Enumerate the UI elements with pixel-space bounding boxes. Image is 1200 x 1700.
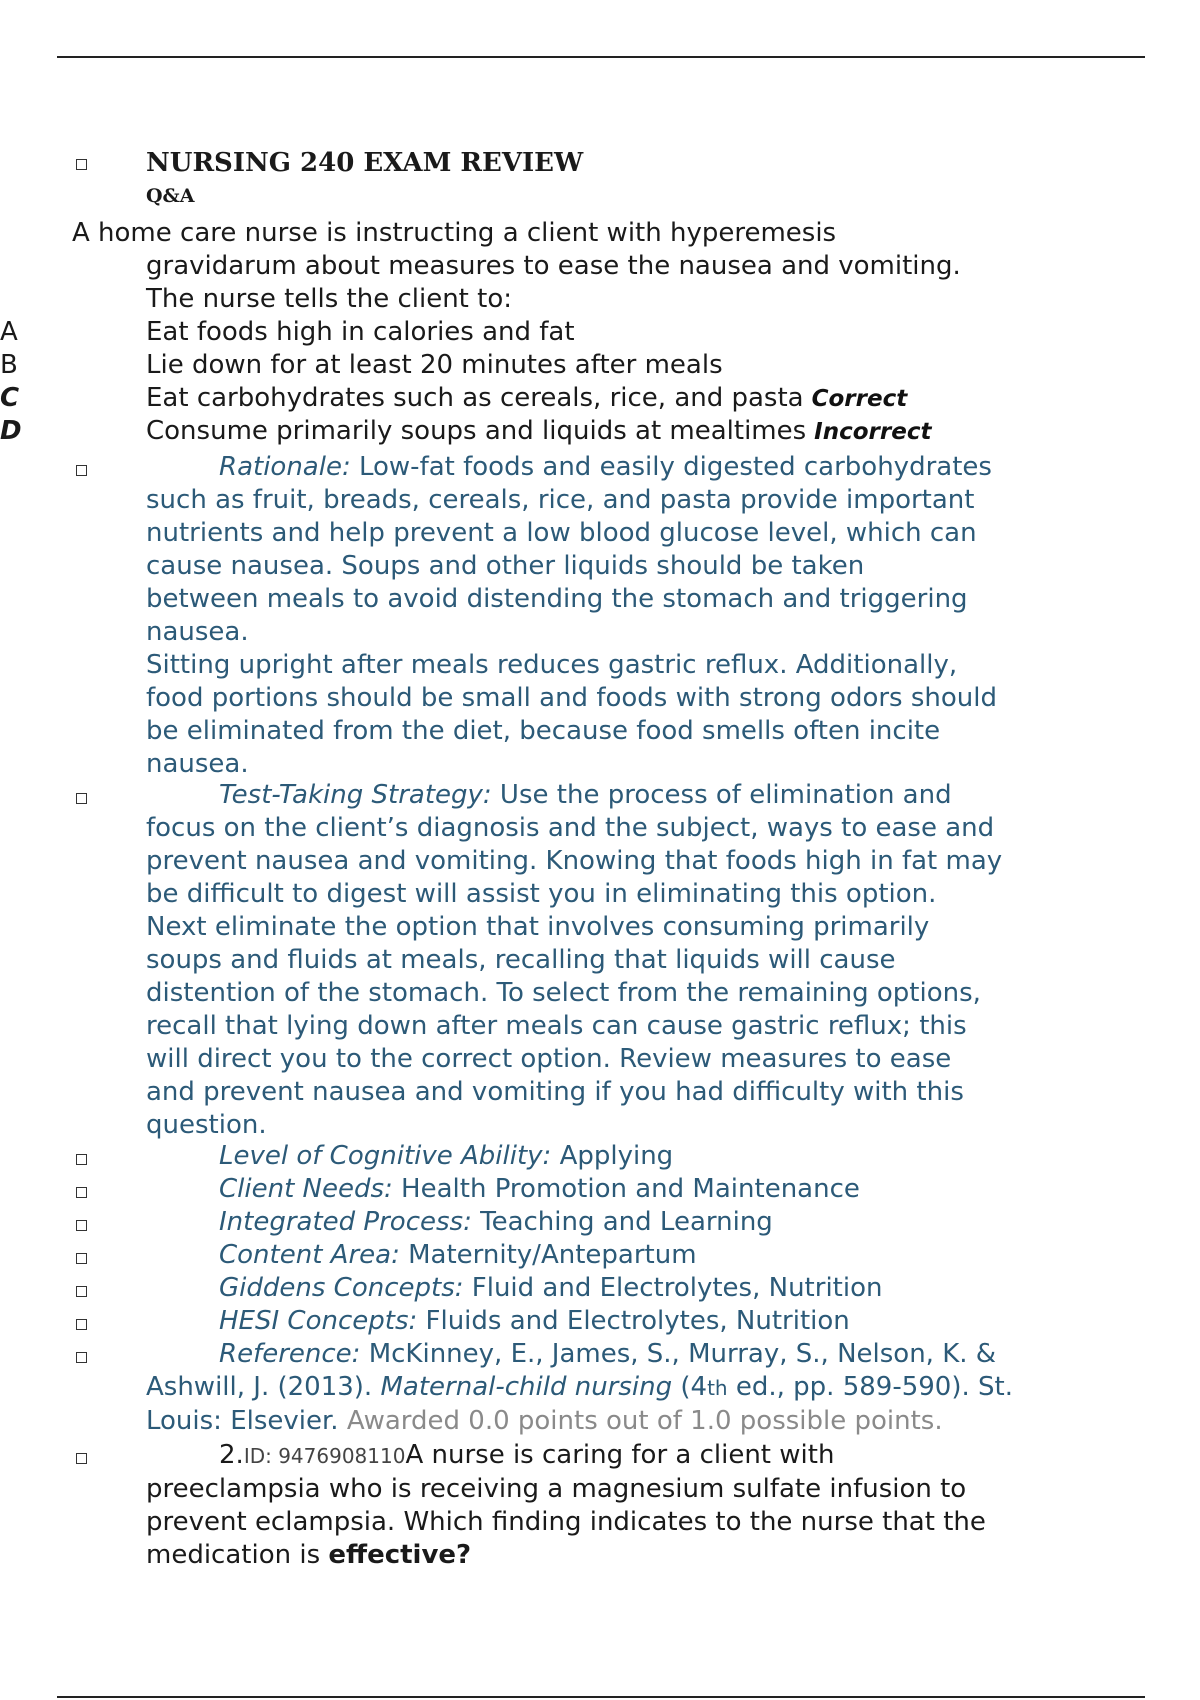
rationale-line: food portions should be small and foods with strong odors should [146,683,997,713]
question-line: prevent eclampsia. Which finding indicates to the nurse that the [146,1507,986,1537]
reference-book-title: Maternal-child nursing [380,1372,673,1402]
meta-label: Level of Cognitive Ability: [219,1141,552,1171]
strategy-line: recall that lying down after meals can cause gastric reflux; this [146,1011,967,1041]
bullet-icon [76,1352,87,1363]
rationale-line: cause nausea. Soups and other liquids should be taken [146,551,865,581]
question-number: 2. [219,1440,244,1470]
reference-line: McKinney, E., James, S., Murray, S., Nelson, K. & [360,1339,997,1369]
option-text: Lie down for at least 20 minutes after meals [146,350,723,380]
rationale-block [146,451,1106,781]
document-subtitle: Q&A [146,185,195,207]
strategy-block [146,779,1106,1142]
strategy-line: Next eliminate the option that involves consuming primarily [146,912,930,942]
option-letter: A [0,317,18,347]
question-2-stem [146,1439,1106,1572]
stem-line: The nurse tells the client to: [146,284,512,314]
reference-superscript: th [707,1376,728,1400]
reference-line: ed., pp. 589-590). St. [727,1372,1013,1402]
rationale-label: Rationale: [219,452,351,482]
reference-line: Louis: Elsevier. [146,1406,347,1436]
reference-line: (4 [672,1372,708,1402]
rationale-line: between meals to avoid distending the stomach and triggering [146,584,968,614]
bullet-icon [76,1453,87,1464]
question-line: A nurse is caring for a client with [405,1440,835,1470]
reference-block [146,1338,1106,1438]
bullet-icon [76,793,87,804]
option-text: Consume primarily soups and liquids at mealtimes [146,416,807,446]
option-text: Eat carbohydrates such as cereals, rice, and pasta [146,383,804,413]
strategy-line: focus on the client’s diagnosis and the subject, ways to ease and [146,813,995,843]
meta-label: Content Area: [219,1240,400,1270]
meta-label: Giddens Concepts: [219,1273,464,1303]
strategy-line: be difficult to digest will assist you in eliminating this option. [146,879,937,909]
meta-client-needs [0,1173,1200,1206]
meta-value: Teaching and Learning [471,1207,773,1237]
rationale-line: Low-fat foods and easily digested carbohydrates [350,452,992,482]
question-id: ID: 9476908110 [243,1444,406,1468]
title-row [0,148,1200,182]
reference-label: Reference: [219,1339,361,1369]
meta-content-area [0,1239,1200,1272]
document-title: NURSING 240 EXAM REVIEW [146,148,584,178]
rationale-line: nausea. [146,617,249,647]
incorrect-mark: Incorrect [814,419,932,445]
meta-integrated-process [0,1206,1200,1239]
option-a [0,316,1200,349]
rationale-line: nausea. [146,749,249,779]
meta-label: Client Needs: [219,1174,393,1204]
meta-value: Health Promotion and Maintenance [392,1174,860,1204]
option-c [0,382,1200,415]
strategy-line: question. [146,1110,267,1140]
meta-giddens-concepts [0,1272,1200,1305]
meta-cognitive-ability [0,1140,1200,1173]
strategy-line: soups and fluids at meals, recalling that liquids will cause [146,945,896,975]
footer-rule [57,1696,1145,1698]
stem-line: A home care nurse is instructing a client with hyperemesis [72,218,837,248]
question-emphasis: effective? [328,1540,472,1570]
bullet-icon [76,465,87,476]
correct-mark: Correct [811,386,908,412]
meta-label: HESI Concepts: [219,1306,418,1336]
meta-value: Fluids and Electrolytes, Nutrition [417,1306,850,1336]
strategy-label: Test-Taking Strategy: [219,780,492,810]
header-rule [57,56,1145,58]
rationale-line: be eliminated from the diet, because food smells often incite [146,716,941,746]
meta-hesi-concepts [0,1305,1200,1338]
option-b [0,349,1200,382]
option-letter: D [0,416,22,446]
score-text: Awarded 0.0 points out of 1.0 possible points. [346,1406,943,1436]
stem-line: gravidarum about measures to ease the nausea and vomiting. [146,251,961,281]
option-text: Eat foods high in calories and fat [146,317,575,347]
reference-line: Ashwill, J. (2013). [146,1372,381,1402]
rationale-line: nutrients and help prevent a low blood glucose level, which can [146,518,977,548]
option-d [0,415,1200,448]
question-1-stem [72,217,1032,316]
question-line: medication is [146,1540,329,1570]
strategy-line: Use the process of elimination and [491,780,952,810]
strategy-line: prevent nausea and vomiting. Knowing that foods high in fat may [146,846,1003,876]
option-letter: C [0,383,20,413]
strategy-line: and prevent nausea and vomiting if you had difficulty with this [146,1077,964,1107]
strategy-line: will direct you to the correct option. Review measures to ease [146,1044,952,1074]
meta-value: Fluid and Electrolytes, Nutrition [463,1273,883,1303]
rationale-line: Sitting upright after meals reduces gastric reflux. Additionally, [146,650,958,680]
strategy-line: distention of the stomach. To select from the remaining options, [146,978,981,1008]
question-line: preeclampsia who is receiving a magnesium sulfate infusion to [146,1474,967,1504]
option-letter: B [0,350,18,380]
meta-label: Integrated Process: [219,1207,472,1237]
meta-value: Maternity/Antepartum [399,1240,697,1270]
rationale-line: such as fruit, breads, cereals, rice, and pasta provide important [146,485,975,515]
meta-value: Applying [551,1141,674,1171]
